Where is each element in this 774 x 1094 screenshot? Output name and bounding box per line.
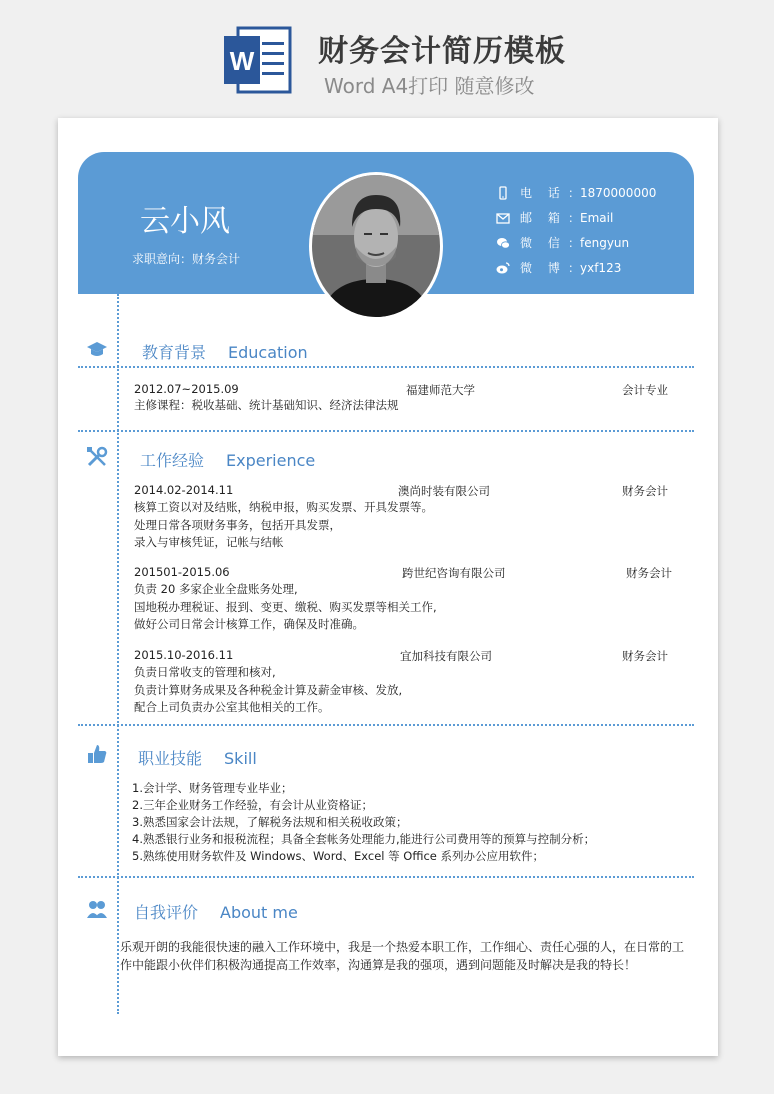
list-item: 2.三年企业财务工作经验，有会计从业资格证； (132, 798, 373, 812)
contact-list (496, 180, 656, 280)
contact-row (496, 205, 656, 230)
contact-value: ：yxf123 (568, 261, 622, 275)
job-duties: 负责日常收支的管理和核对, 负责计算财务成果及各种税金计算及薪金审核、发放, 配合上司负责办公室其他相关的工作。 (134, 665, 403, 714)
candidate-name: 云小风 (140, 204, 230, 239)
job-duties: 负责 20 多家企业全盘账务处理, 国地税办理税证、报到、变更、缴税、购买发票等相关工作, 做好公司日常会计核算工作，确保及时准确。 (134, 582, 437, 631)
self-eval-title: 自我评价 About me (134, 903, 298, 922)
job-company: 澳尚时装有限公司 (398, 484, 490, 498)
job-role: 财务会计 (622, 649, 668, 663)
contact-label: 微 博 (520, 261, 566, 275)
divider (78, 430, 694, 432)
job-intent: 求职意向：财务会计 (132, 252, 241, 266)
divider (78, 724, 694, 726)
graduation-cap-icon (86, 338, 108, 360)
contact-row (496, 230, 656, 255)
contact-row (496, 255, 656, 280)
contact-label: 微 信 (520, 236, 566, 250)
divider (78, 876, 694, 878)
education-row (134, 382, 674, 396)
job-row (134, 565, 674, 579)
thumbs-up-icon (86, 743, 108, 765)
job-duties: 核算工资以对及结账，纳税申报，购买发票、开具发票等。 处理日常各项财务事务，包括开具发票， 录入与审核凭证，记帐与结帐 (134, 500, 433, 549)
contact-value: ：fengyun (568, 236, 630, 250)
job-role: 财务会计 (622, 484, 668, 498)
banner-subtitle: Word A4打印 随意修改 (324, 74, 535, 98)
tools-icon (86, 446, 108, 468)
job-row (134, 483, 674, 497)
job-role: 财务会计 (626, 566, 672, 580)
list-item: 5.熟练使用财务软件及 Windows、Word、Excel 等 Office 系列办公应用软件； (132, 849, 545, 863)
contact-value: ：1870000000 (568, 186, 657, 200)
job-period: 201501-2015.06 (134, 565, 230, 579)
svg-text:W: W (229, 46, 255, 76)
wechat-icon (496, 236, 510, 250)
list-item: 3.熟悉国家会计法规，了解税务法规和相关税收政策； (132, 815, 408, 829)
people-icon (86, 898, 108, 920)
job-period: 2014.02-2014.11 (134, 483, 234, 497)
list-item: 4.熟悉银行业务和报税流程；具备全套帐务处理能力,能进行公司费用等的预算与控制分析； (132, 832, 596, 846)
avatar (309, 172, 443, 320)
banner (0, 0, 774, 118)
job-period: 2015.10-2016.11 (134, 648, 234, 662)
timeline-line (117, 294, 119, 1014)
job-row (134, 648, 674, 662)
experience-title: 工作经验 Experience (140, 451, 316, 470)
education-school: 福建师范大学 (406, 383, 475, 397)
skills-title: 职业技能 Skill (138, 749, 257, 768)
education-courses: 主修课程：税收基础、统计基础知识、经济法律法规 (134, 398, 399, 412)
self-eval-text: 乐观开朗的我能很快速的融入工作环境中，我是一个热爱本职工作，工作细心、责任心强的人，在日常的工作中能跟小伙伴们积极沟通提高工作效率，沟通算是我的强项，遇到问题能及时解决是我的特长！ (120, 940, 685, 972)
contact-value: ：Email (568, 211, 614, 225)
contact-label: 邮 箱 (520, 211, 566, 225)
phone-icon (496, 186, 510, 200)
list-item: 1.会计学、财务管理专业毕业； (132, 781, 293, 795)
education-title: 教育背景 Education (142, 343, 308, 362)
divider (78, 366, 694, 368)
mail-icon (496, 211, 510, 225)
word-icon (222, 24, 294, 96)
skills-list (132, 780, 595, 865)
contact-label: 电 话 (520, 186, 566, 200)
job-company: 宜加科技有限公司 (400, 649, 492, 663)
weibo-icon (496, 261, 510, 275)
contact-row (496, 180, 656, 205)
banner-title: 财务会计简历模板 (318, 34, 566, 69)
education-period: 2012.07~2015.09 (134, 382, 239, 396)
job-company: 跨世纪咨询有限公司 (402, 566, 506, 580)
resume-page (58, 118, 718, 1056)
education-major: 会计专业 (622, 383, 668, 397)
